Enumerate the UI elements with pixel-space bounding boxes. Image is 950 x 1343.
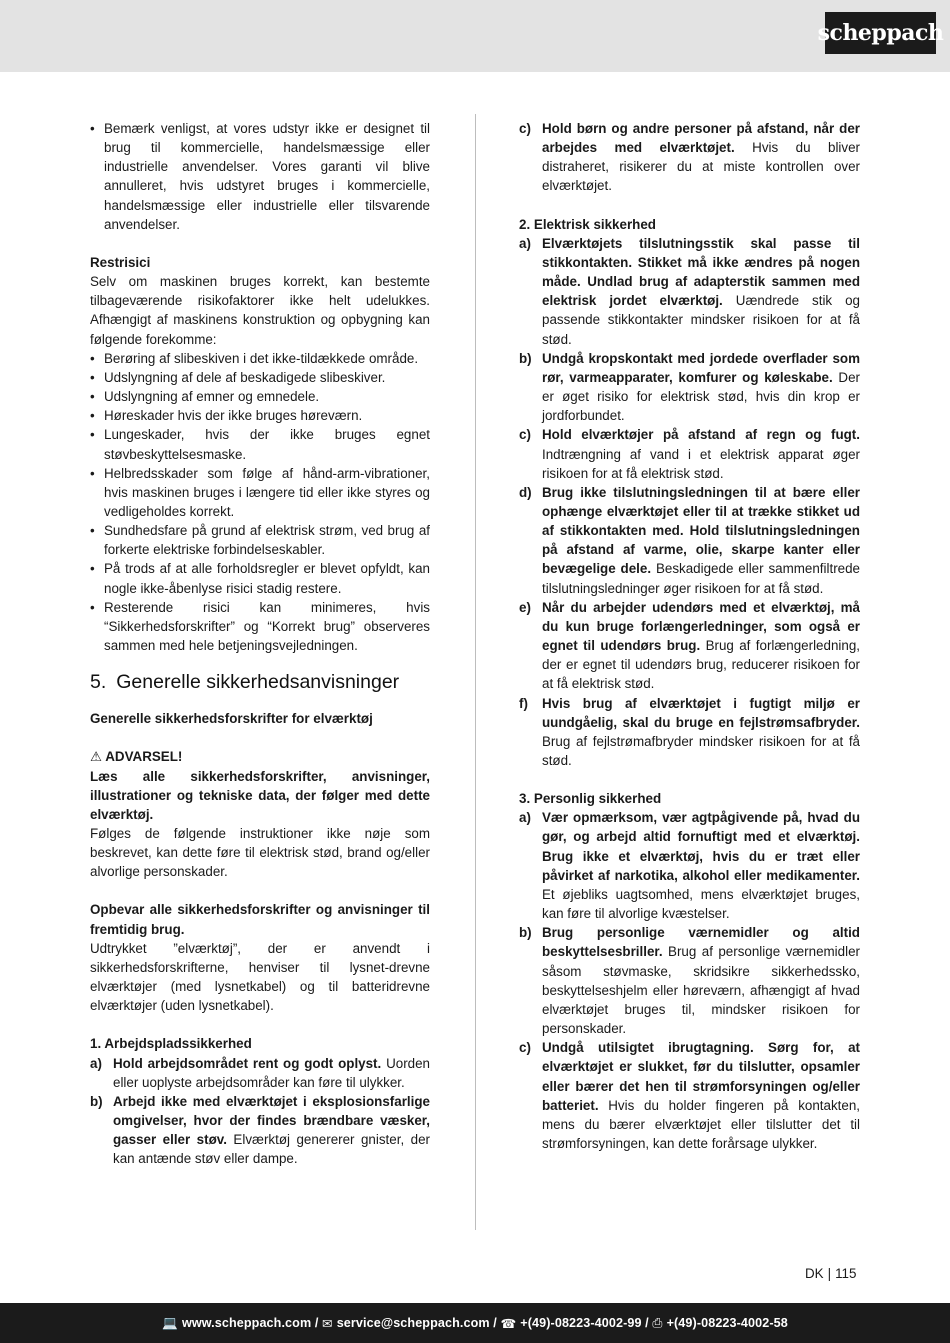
mail-icon: ✉ [322, 1316, 333, 1331]
item-marker: b) [90, 1093, 103, 1109]
workplace-safety-title: 1. Arbejdspladssikkerhed [90, 1036, 252, 1052]
footer-phone[interactable]: +(49)-08223-4002-99 [520, 1316, 642, 1330]
list-item: • Høreskader hvis der ikke bruges høreværn. [90, 406, 430, 425]
item-marker: e) [519, 599, 531, 615]
list-item [519, 119, 860, 196]
item-text: Hvis du holder fingeren på kontakten, mens du bærer elværktøjet eller tilslutter det til strømforsyningen, kan dette forårsage ulykker. [542, 1097, 860, 1151]
electrical-safety-list [519, 234, 860, 770]
footer-email[interactable]: service@scheppach.com [336, 1316, 490, 1330]
list-item [519, 598, 860, 694]
subsection-title: Generelle sikkerhedsforskrifter for elværktøj [90, 711, 373, 727]
computer-icon: 💻 [162, 1315, 178, 1330]
list-item [90, 1054, 430, 1092]
keep-instructions-bold: Opbevar alle sikkerhedsforskrifter og anvisninger til fremtidig brug. [90, 902, 430, 937]
item-bold: Brug personlige værnemidler og altid beskyttelsesbriller. [542, 925, 860, 960]
item-marker: c) [519, 121, 531, 136]
item-marker: a) [519, 235, 531, 251]
item-bold: Hold arbejdsområdet rent og godt oplyst. [113, 1055, 382, 1071]
list-item [90, 1092, 430, 1169]
page-language: DK [805, 1266, 824, 1281]
item-bold: Undgå kropskontakt med jordede overflader som rør, varmeapparater, komfurer og køleskabe. [542, 350, 860, 385]
list-item: • Lungeskader, hvis der ikke bruges egnet støvbeskyttelsesmaske. [90, 425, 430, 463]
list-item [519, 349, 860, 426]
item-marker: b) [519, 925, 532, 941]
footer-website[interactable]: www.scheppach.com [181, 1316, 312, 1330]
warning-text: Følges de følgende instruktioner ikke nøje som beskrevet, kan dette føre til elektrisk stød, brand og/eller alvorlige personskader. [90, 826, 430, 880]
page-number-value: 115 [835, 1266, 857, 1281]
fax-icon: ⎙ [652, 1315, 663, 1330]
workplace-safety-list-cont [519, 119, 860, 196]
section-number: 5. [90, 671, 107, 694]
item-text: Brug af personlige værnemidler såsom støvmaske, skridsikre sikkerhedssko, beskyttelseshjelm eller høreværn, afhængigt af hvad elværktøjet bruges til, mindsker risikoen for personskader. [542, 944, 860, 1037]
electrical-safety-title: 2. Elektrisk sikkerhed [519, 216, 656, 232]
list-item: • Udslyngning af dele af beskadigede slibeskiver. [90, 368, 430, 387]
footer-separator: / [311, 1316, 323, 1330]
item-bold: Hold børn og andre personer på afstand, når der arbejdes med elværktøjet. [542, 121, 860, 156]
item-bold: Hold elværktøjer på afstand af regn og fugt. [542, 427, 860, 443]
footer-fax: +(49)-08223-4002-58 [666, 1316, 788, 1330]
page-number [805, 1265, 856, 1283]
warning-label: ADVARSEL! [105, 749, 183, 765]
personal-safety-title: 3. Personlig sikkerhed [519, 791, 662, 807]
section-heading [90, 669, 430, 695]
restrisici-list [90, 349, 430, 656]
list-item: • Helbredsskader som følge af hånd-arm-vibrationer, hvis maskinen bruges i længere tid eller ikke styres og vedligeholdes korrekt. [90, 464, 430, 521]
list-item [519, 483, 860, 598]
list-item: • Berøring af slibeskiven i det ikke-tildækkede område. [90, 349, 430, 368]
item-bold: Vær opmærksom, vær agtpågivende på, hvad du gør, og arbejd altid fornuftigt med et elværktøj. Brug ikke et elværktøj, hvis du er træt eller påvirket af narkotika, alkohol eller medikamenter. [542, 810, 860, 883]
item-marker: a) [90, 1055, 102, 1071]
column-divider [475, 114, 476, 1230]
list-item: • Resterende risici kan minimeres, hvis “Sikkerhedsforskrifter” og “Korrekt brug” observeres sammen med hele betjeningsvejledningen. [90, 598, 430, 655]
item-text: Et øjebliks uagtsomhed, mens elværktøjet bruges, kan føre til alvorlige kvæstelser. [542, 886, 860, 922]
restrisici-heading: Restrisici [90, 254, 151, 270]
list-item [519, 1038, 860, 1153]
footer-separator: / [641, 1316, 653, 1330]
item-bold: Når du arbejder udendørs med et elværktøj, må du kun bruge forlængerledninger, som også er egnet til udendørs brug. [542, 599, 860, 654]
list-item [519, 694, 860, 771]
list-item: • På trods af at alle forholdsregler er blevet opfyldt, kan nogle ikke-åbenlyse risici stadig restere. [90, 559, 430, 597]
left-column [90, 119, 430, 1169]
item-bold: Elværktøjets tilslutningsstik skal passe til stikkontakten. Stikket må ikke ændres på nogen måde. Undlad brug af adapterstik sammen med elektrisk jordet elværktøj. [542, 235, 860, 309]
item-text: Brug af fejlstrømafbryder mindsker risikoen for at få stød. [542, 733, 860, 768]
header-bar [0, 0, 950, 72]
item-text: Elværktøj genererer gnister, der kan antænde støv eller dampe. [113, 1132, 430, 1167]
item-bold: Hvis brug af elværktøjet i fugtigt miljø er uundgåelig, skal du bruge en fejlstrømsafbryder. [542, 695, 860, 730]
warning-bold-text: Læs alle sikkerhedsforskrifter, anvisninger, illustrationer og tekniske data, der følger med dette elværktøj. [90, 768, 430, 822]
item-text: Uorden eller uoplyste arbejdsområder kan føre til ulykker. [113, 1055, 430, 1090]
item-marker: c) [519, 427, 531, 443]
item-marker: d) [519, 484, 532, 500]
section-title: Generelle sikkerhedsanvisninger [116, 671, 400, 694]
item-text: Uændrede stik og passende stikkontakter mindsker risikoen for at få stød. [542, 293, 860, 347]
item-text: Hvis du bliver distraheret, risikerer du at miste kontrollen over elværktøjet. [542, 140, 860, 194]
item-marker: b) [519, 350, 532, 366]
item-text: Beskadigede eller sammenfiltrede tilslutningsledninger øger risikoen for at få stød. [542, 561, 860, 596]
item-bold: Brug ikke tilslutningsledningen til at bære eller ophænge elværktøjet eller til at trække stikket ud af stikkontakten med. Hold tilslutningsledningen på afstand af varme, olie, skarpe kanter eller bevægelige dele. [542, 484, 860, 577]
phone-icon: ☎ [500, 1316, 517, 1331]
workplace-safety-list [90, 1054, 430, 1169]
item-marker: f) [519, 695, 528, 711]
list-item [519, 425, 860, 482]
list-item [519, 234, 860, 349]
page-separator: | [827, 1266, 832, 1281]
item-text: Indtrængning af vand i et elektrisk apparat øger risikoen for at få elektrisk stød. [542, 446, 860, 481]
brand-logo-text: scheppach [817, 20, 944, 46]
brand-logo [817, 12, 944, 54]
restrisici-intro: Selv om maskinen bruges korrekt, kan bestemte tilbageværende risikofaktorer ikke helt udelukkes. Afhængigt af maskinens konstruktion og opbygning kan følgende forekomme: [90, 274, 430, 347]
right-column [519, 119, 860, 1153]
footer-bar [0, 1303, 950, 1343]
warning-icon: ⚠ [90, 749, 103, 765]
list-item [519, 808, 860, 923]
list-item: • Bemærk venligst, at vores udstyr ikke er designet til brug til kommercielle, handelsmæssige eller industrielle anvendelser. Vores garanti vil blive annulleret, hvis udstyret bruges i kommercielle, handelsmæssige eller industrielle eller tilsvarende anvendelser. [90, 119, 430, 234]
item-text: Brug af forlængerledning, der er egnet til udendørs brug, reducerer risikoen for at få elektrisk stød. [542, 638, 860, 692]
list-item [519, 923, 860, 1038]
item-marker: c) [519, 1040, 531, 1056]
item-marker: a) [519, 810, 531, 826]
personal-safety-list [519, 808, 860, 1153]
intro-list [90, 119, 430, 234]
footer-separator: / [489, 1316, 501, 1330]
item-bold: Arbejd ikke med elværktøjet i eksplosionsfarlige omgivelser, hvor der findes brændbare væsker, gasser eller støv. [113, 1093, 430, 1148]
item-bold: Undgå utilsigtet ibrugtagning. Sørg for, at elværktøjet er slukket, før du tilslutter, opsamler eller bærer det hen til strømforsyningen og/eller batteriet. [542, 1040, 860, 1113]
keep-instructions-text: Udtrykket ”elværktøj”, der er anvendt i sikkerhedsforskrifterne, henviser til lysnet-drevne elværktøjer (med lysnetkabel) og til batteridrevne elværktøjer (uden lysnetkabel). [90, 940, 430, 1014]
list-item: • Udslyngning af emner og emnedele. [90, 387, 430, 406]
item-text: Der er øget risiko for elektrisk stød, hvis din krop er jordforbundet. [542, 369, 860, 424]
list-item: • Sundhedsfare på grund af elektrisk strøm, ved brug af forkerte elektriske forbindelseskabler. [90, 521, 430, 559]
warning-heading [90, 747, 430, 766]
